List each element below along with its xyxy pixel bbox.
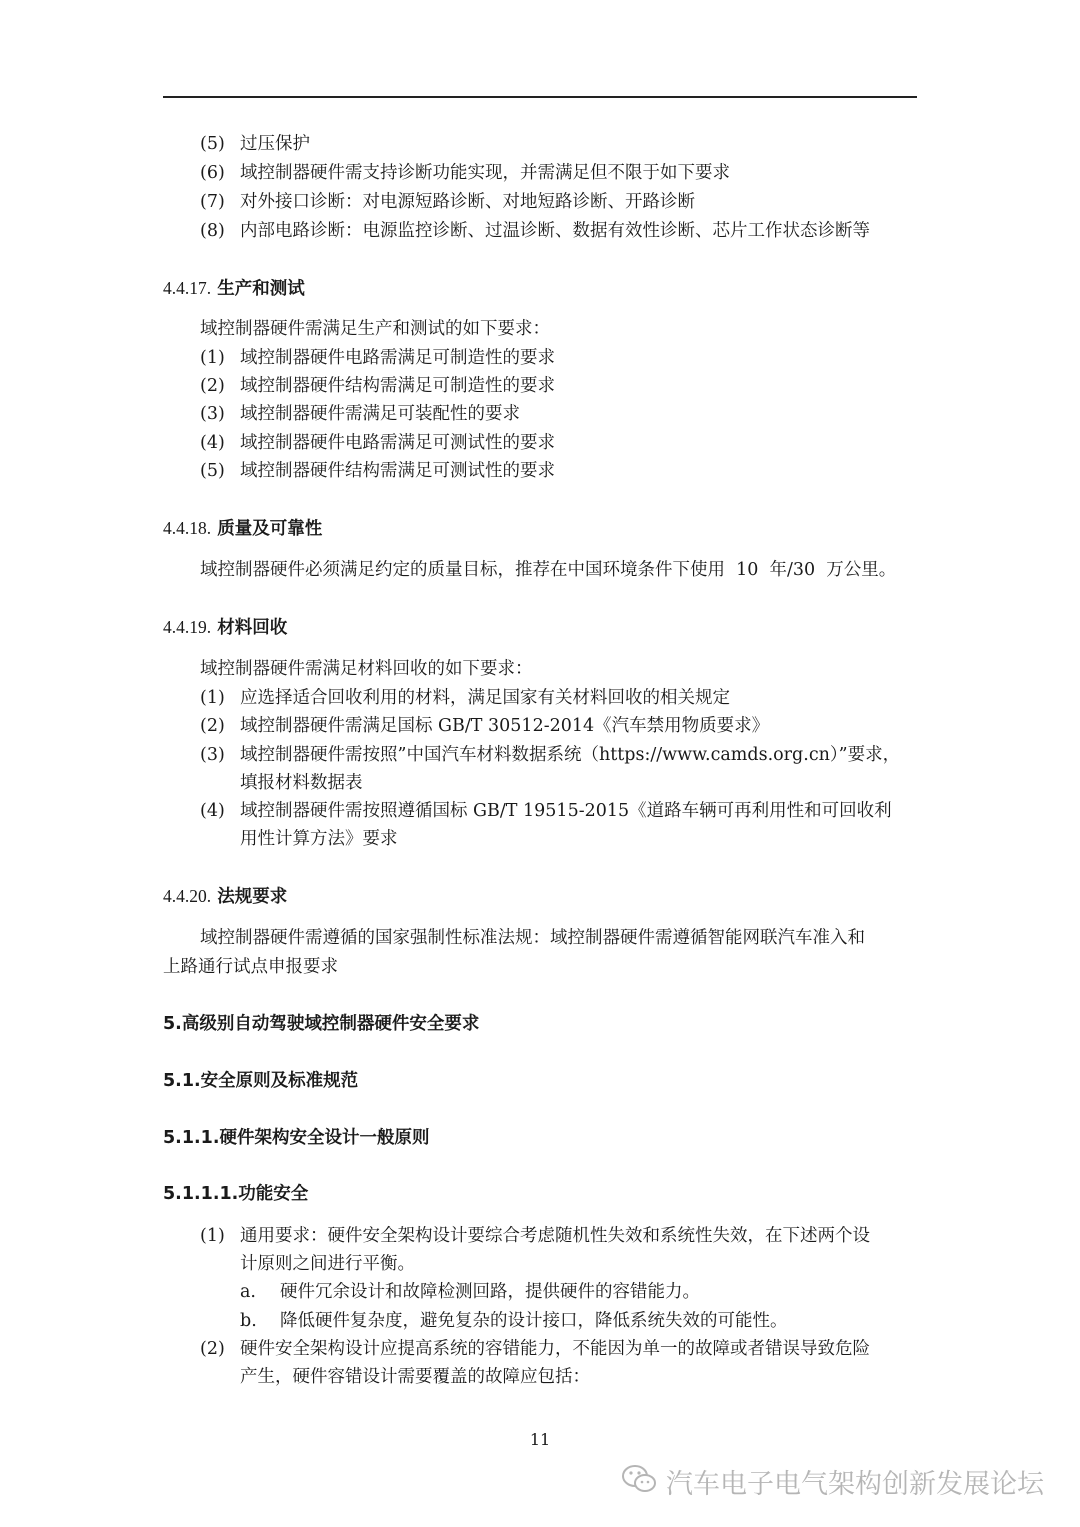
chapter-heading-5: 5.高级别自动驾驶域控制器硬件安全要求 xyxy=(163,1014,480,1034)
list-item-number: (4) xyxy=(200,433,225,453)
list-item-number: (7) xyxy=(200,192,225,212)
list-item-number: (3) xyxy=(200,404,225,424)
section-intro: 域控制器硬件需满足生产和测试的如下要求： xyxy=(200,319,550,339)
list-item-text: 域控制器硬件电路需满足可制造性的要求 xyxy=(240,348,555,368)
list-item-number: (1) xyxy=(200,688,225,708)
section-heading-5-1-1-1: 5.1.1.1.功能安全 xyxy=(163,1184,309,1204)
list-item-text-continued: 用性计算方法》要求 xyxy=(240,829,398,849)
section-title: 材料回收 xyxy=(217,618,288,638)
sub-item-text: 降低硬件复杂度，避免复杂的设计接口，降低系统失效的可能性。 xyxy=(280,1311,788,1331)
watermark-text: 汽车电子电气架构创新发展论坛 xyxy=(666,1469,1044,1500)
list-item-number: (5) xyxy=(200,134,225,154)
section-title: 法规要求 xyxy=(217,887,288,907)
sub-item-text: 硬件冗余设计和故障检测回路，提供硬件的容错能力。 xyxy=(280,1282,700,1302)
list-item-text-continued: 计原则之间进行平衡。 xyxy=(240,1254,415,1274)
list-item-text: 域控制器硬件需支持诊断功能实现，并需满足但不限于如下要求 xyxy=(240,163,730,183)
list-item-text: 域控制器硬件需满足可装配性的要求 xyxy=(240,404,520,424)
page-number: 11 xyxy=(529,1430,551,1449)
section-heading-4-4-18 xyxy=(163,516,322,541)
list-item-text: 过压保护 xyxy=(240,134,310,154)
list-item-number: (5) xyxy=(200,461,225,481)
list-item-number: (6) xyxy=(200,163,225,183)
list-item-text-continued: 产生，硬件容错设计需要覆盖的故障应包括： xyxy=(240,1367,590,1387)
section-body-continued: 上路通行试点申报要求 xyxy=(163,957,338,977)
list-item-text: 域控制器硬件需按照遵循国标 GB/T 19515-2015《道路车辆可再利用性和可回收利 xyxy=(240,801,892,821)
section-title: 生产和测试 xyxy=(217,279,305,299)
wechat-icon xyxy=(620,1462,658,1496)
list-item-text: 域控制器硬件需满足国标 GB/T 30512-2014《汽车禁用物质要求》 xyxy=(240,716,770,736)
list-item-text: 对外接口诊断：对电源短路诊断、对地短路诊断、开路诊断 xyxy=(240,192,695,212)
list-item-number: (8) xyxy=(200,221,225,241)
list-item-number: (2) xyxy=(200,376,225,396)
list-item-text: 内部电路诊断：电源监控诊断、过温诊断、数据有效性诊断、芯片工作状态诊断等 xyxy=(240,221,870,241)
sub-item-marker: a. xyxy=(240,1282,256,1302)
section-body: 域控制器硬件必须满足约定的质量目标，推荐在中国环境条件下使用 10 年/30 万公里。 xyxy=(200,560,897,580)
section-number: 4.4.19. xyxy=(163,617,212,637)
section-number: 4.4.20. xyxy=(163,886,212,906)
list-item-text: 域控制器硬件结构需满足可制造性的要求 xyxy=(240,376,555,396)
section-heading-4-4-19 xyxy=(163,615,287,640)
list-item-number: (3) xyxy=(200,745,225,765)
list-item-text-continued: 填报材料数据表 xyxy=(240,773,363,793)
list-item-text: 域控制器硬件电路需满足可测试性的要求 xyxy=(240,433,555,453)
section-heading-4-4-17 xyxy=(163,276,305,301)
section-heading-4-4-20 xyxy=(163,884,287,909)
list-item-text: 域控制器硬件结构需满足可测试性的要求 xyxy=(240,461,555,481)
list-item-text: 硬件安全架构设计应提高系统的容错能力，不能因为单一的故障或者错误导致危险 xyxy=(240,1339,870,1359)
section-heading-5-1: 5.1.安全原则及标准规范 xyxy=(163,1071,359,1091)
list-item-number: (2) xyxy=(200,1339,225,1359)
list-item-text: 应选择适合回收利用的材料，满足国家有关材料回收的相关规定 xyxy=(240,688,730,708)
section-intro: 域控制器硬件需满足材料回收的如下要求： xyxy=(200,659,533,679)
sub-item-marker: b. xyxy=(240,1311,257,1331)
section-title: 质量及可靠性 xyxy=(217,519,323,539)
list-item-number: (2) xyxy=(200,716,225,736)
section-body: 域控制器硬件需遵循的国家强制性标准法规：域控制器硬件需遵循智能网联汽车准入和 xyxy=(200,928,865,948)
section-number: 4.4.18. xyxy=(163,518,212,538)
section-heading-5-1-1: 5.1.1.硬件架构安全设计一般原则 xyxy=(163,1128,430,1148)
list-item-number: (1) xyxy=(200,348,225,368)
header-rule xyxy=(163,96,917,98)
list-item-number: (1) xyxy=(200,1226,225,1246)
list-item-text: 通用要求：硬件安全架构设计要综合考虑随机性失效和系统性失效，在下述两个设 xyxy=(240,1226,870,1246)
list-item-number: (4) xyxy=(200,801,225,821)
list-item-text: 域控制器硬件需按照”中国汽车材料数据系统（https://www.camds.org.cn）”要求， xyxy=(240,745,901,765)
section-number: 4.4.17. xyxy=(163,278,212,298)
